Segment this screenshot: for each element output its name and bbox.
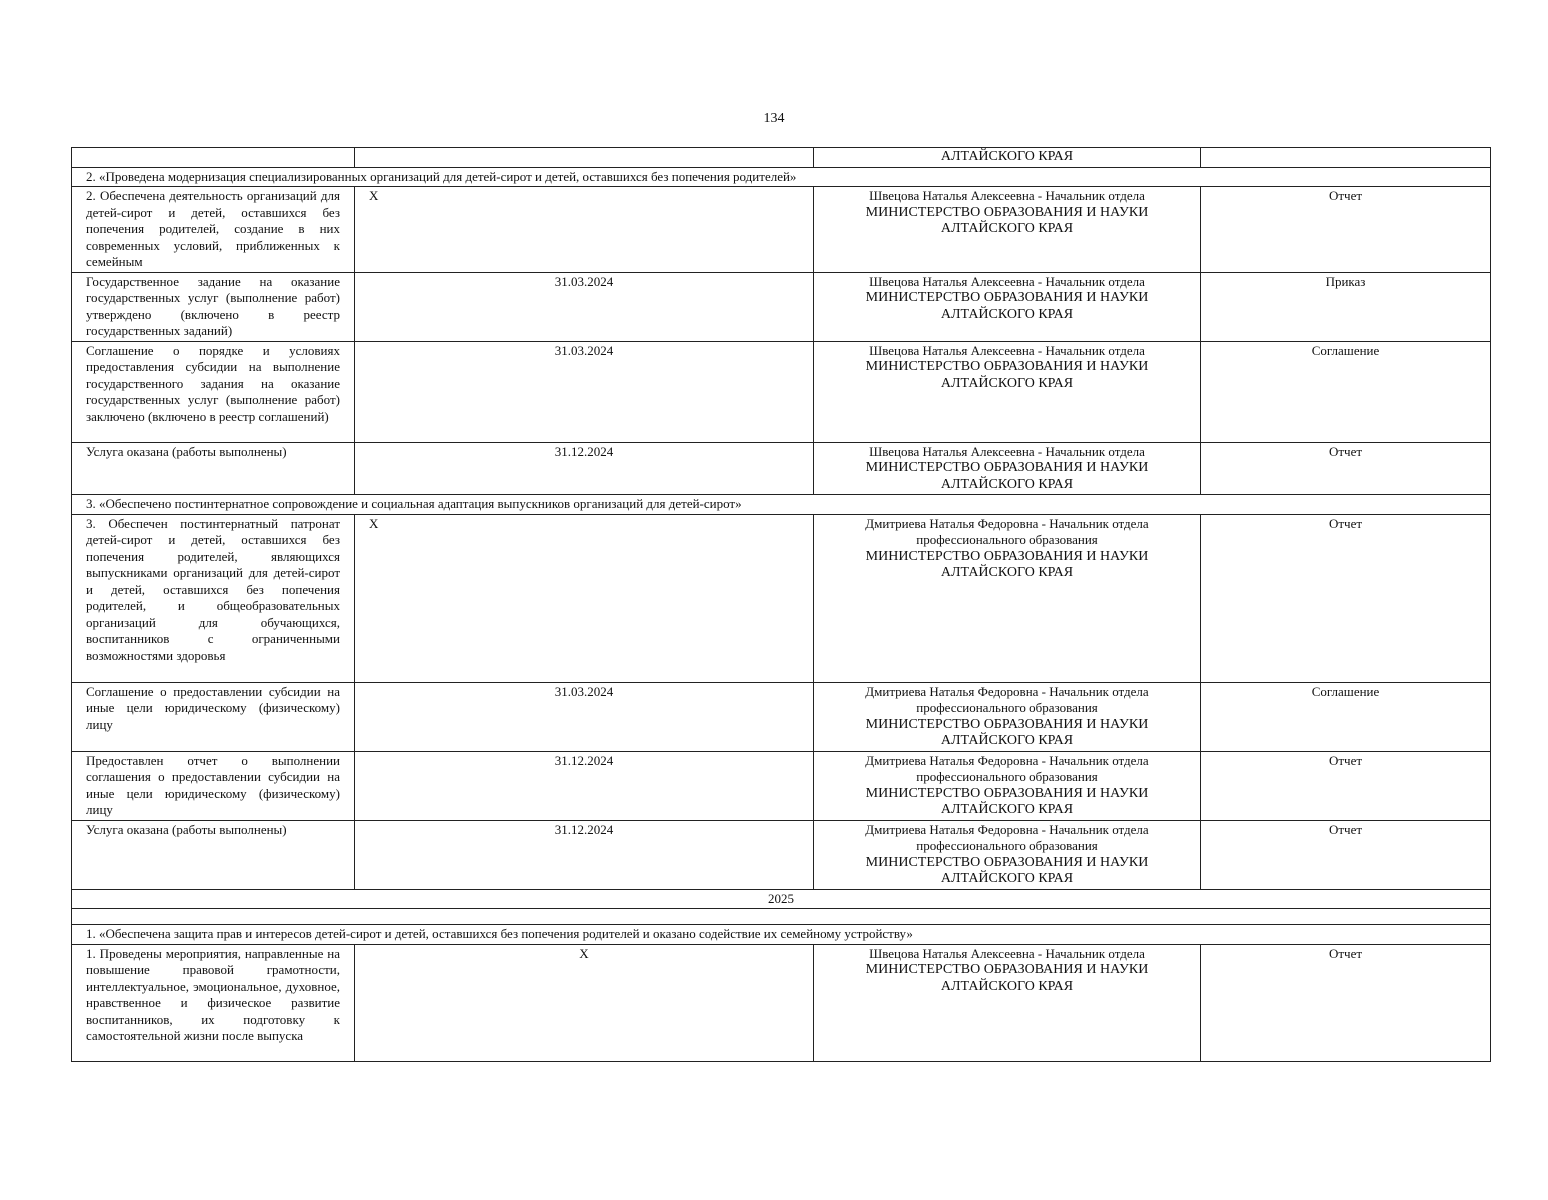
responsible-person: [814, 442, 1201, 495]
responsible-name: Швецова Наталья Алексеевна - Начальник отдела: [869, 443, 1145, 459]
ministry-name: МИНИСТЕРСТВО ОБРАЗОВАНИЯ И НАУКИ: [865, 359, 1149, 374]
due-date: 31.12.2024: [355, 751, 814, 820]
table-row: [72, 272, 1491, 341]
ministry-region: АЛТАЙСКОГО КРАЯ: [940, 306, 1074, 322]
table-row: [72, 820, 1491, 889]
ministry-name: МИНИСТЕРСТВО ОБРАЗОВАНИЯ И НАУКИ: [865, 548, 1149, 564]
ministry-name: МИНИСТЕРСТВО ОБРАЗОВАНИЯ И НАУКИ: [865, 854, 1149, 870]
measure-name: Государственное задание на оказание государственных услуг (выполнение работ) утверждено (включено в реестр государственных заданий): [72, 272, 355, 341]
responsible-department: профессионального образования: [916, 838, 1098, 853]
document-type: Отчет: [1201, 820, 1491, 889]
responsible-person: [814, 272, 1201, 341]
responsible-name: Швецова Наталья Алексеевна - Начальник отдела: [869, 945, 1145, 961]
responsible-person: [814, 187, 1201, 273]
responsible-person: [814, 514, 1201, 682]
responsible-name: Дмитриева Наталья Федоровна - Начальник отдела: [865, 515, 1149, 531]
ministry-name: МИНИСТЕРСТВО ОБРАЗОВАНИЯ И НАУКИ: [865, 716, 1149, 732]
blank-row: [72, 909, 1491, 925]
measure-name: 1. Проведены мероприятия, направленные на повышение правовой грамотности, интеллектуальное, эмоциональное, духовное, нравственное и физическое развитие воспитанников, их подготовку к самостоятельной жизни после выпуска: [72, 944, 355, 1061]
year-row: [72, 889, 1491, 909]
responsible-name: Швецова Наталья Алексеевна - Начальник отдела: [869, 188, 1145, 203]
table-row: [72, 751, 1491, 820]
ministry-name: МИНИСТЕРСТВО ОБРАЗОВАНИЯ И НАУКИ: [865, 460, 1149, 475]
ministry-name: МИНИСТЕРСТВО ОБРАЗОВАНИЯ И НАУКИ: [865, 290, 1149, 305]
section-heading: 3. «Обеспечено постинтернатное сопровождение и социальная адаптация выпускников организаций для детей-сирот»: [72, 495, 1491, 515]
measure-name: Соглашение о предоставлении субсидии на иные цели юридическому (физическому) лицу: [72, 682, 355, 751]
table-row: [72, 187, 1491, 273]
ministry-region: АЛТАЙСКОГО КРАЯ: [940, 476, 1074, 492]
ministry-region: АЛТАЙСКОГО КРАЯ: [940, 733, 1074, 748]
table-row: [72, 944, 1491, 1061]
ministry-region: АЛТАЙСКОГО КРАЯ: [940, 375, 1074, 391]
document-type: Отчет: [1201, 442, 1491, 495]
document-type: Соглашение: [1201, 682, 1491, 751]
section-heading-row: [72, 925, 1491, 945]
ministry-name: МИНИСТЕРСТВО ОБРАЗОВАНИЯ И НАУКИ: [865, 962, 1149, 977]
ministry-region: АЛТАЙСКОГО КРАЯ: [940, 978, 1074, 994]
table-row: [72, 514, 1491, 682]
responsible-person: [814, 682, 1201, 751]
responsible-person: [814, 944, 1201, 1061]
measure-name: Услуга оказана (работы выполнены): [72, 820, 355, 889]
ministry-region: АЛТАЙСКОГО КРАЯ: [940, 221, 1074, 236]
responsible-name: Дмитриева Наталья Федоровна - Начальник отдела: [865, 683, 1149, 699]
measure-name: Услуга оказана (работы выполнены): [72, 442, 355, 495]
responsible-department: профессионального образования: [916, 700, 1098, 715]
ministry-line: АЛТАЙСКОГО КРАЯ: [814, 148, 1201, 168]
due-date: 31.03.2024: [355, 272, 814, 341]
document-type: Отчет: [1201, 514, 1491, 682]
document-type: Отчет: [1201, 751, 1491, 820]
ministry-region: АЛТАЙСКОГО КРАЯ: [940, 802, 1074, 817]
page-number: 134: [763, 111, 785, 126]
responsible-name: Дмитриева Наталья Федоровна - Начальник отдела: [865, 821, 1149, 837]
blank-cell: [72, 909, 1491, 925]
responsible-department: профессионального образования: [916, 769, 1098, 784]
section-heading-row: [72, 495, 1491, 515]
due-date: X: [355, 944, 814, 1061]
table-row-top: [72, 148, 1491, 168]
document-type: Соглашение: [1201, 341, 1491, 442]
table-row: [72, 442, 1491, 495]
responsible-name: Швецова Наталья Алексеевна - Начальник отдела: [869, 273, 1145, 289]
document-type: Приказ: [1201, 272, 1491, 341]
year-label: 2025: [72, 889, 1491, 909]
ministry-name: МИНИСТЕРСТВО ОБРАЗОВАНИЯ И НАУКИ: [865, 204, 1149, 220]
responsible-name: Дмитриева Наталья Федоровна - Начальник отдела: [865, 752, 1149, 768]
responsible-department: профессионального образования: [916, 532, 1098, 547]
measure-name: 3. Обеспечен постинтернатный патронат детей-сирот и детей, оставшихся без попечения родителей, являющихся выпускниками организаций для детей-сирот и детей, оставшихся без попечения родителей, и общеобразовательных организаций для обучающихся, воспитанников с ограниченными возможностями здоровья: [72, 514, 355, 682]
due-date: 31.12.2024: [355, 442, 814, 495]
ministry-region: АЛТАЙСКОГО КРАЯ: [940, 871, 1074, 886]
due-date: 31.03.2024: [355, 682, 814, 751]
document-type: Отчет: [1201, 187, 1491, 273]
ministry-region: АЛТАЙСКОГО КРАЯ: [940, 565, 1074, 580]
plan-table: [71, 147, 1491, 1062]
due-date: X: [355, 187, 814, 273]
due-date: 31.03.2024: [355, 341, 814, 442]
section-heading: 1. «Обеспечена защита прав и интересов детей-сирот и детей, оставшихся без попечения родителей и оказано содействие их семейному устройству»: [72, 925, 1491, 945]
section-heading: 2. «Проведена модернизация специализированных организаций для детей-сирот и детей, оставшихся без попечения родителей»: [72, 167, 1491, 187]
responsible-person: [814, 341, 1201, 442]
table-row: [72, 682, 1491, 751]
responsible-person: [814, 820, 1201, 889]
ministry-name: МИНИСТЕРСТВО ОБРАЗОВАНИЯ И НАУКИ: [865, 785, 1149, 801]
table-row: [72, 341, 1491, 442]
measure-name: 2. Обеспечена деятельность организаций для детей-сирот и детей, оставшихся без попечения родителей, создание в них современных условий, приближенных к семейным: [72, 187, 355, 273]
section-heading-row: [72, 167, 1491, 187]
document-type: Отчет: [1201, 944, 1491, 1061]
responsible-name: Швецова Наталья Алексеевна - Начальник отдела: [869, 342, 1145, 358]
measure-name: Соглашение о порядке и условиях предоставления субсидии на выполнение государственного задания на оказание государственных услуг (выполнение работ) заключено (включено в реестр соглашений): [72, 341, 355, 442]
due-date: X: [355, 514, 814, 682]
measure-name: Предоставлен отчет о выполнении соглашения о предоставлении субсидии на иные цели юридическому (физическому) лицу: [72, 751, 355, 820]
due-date: 31.12.2024: [355, 820, 814, 889]
responsible-person: [814, 751, 1201, 820]
